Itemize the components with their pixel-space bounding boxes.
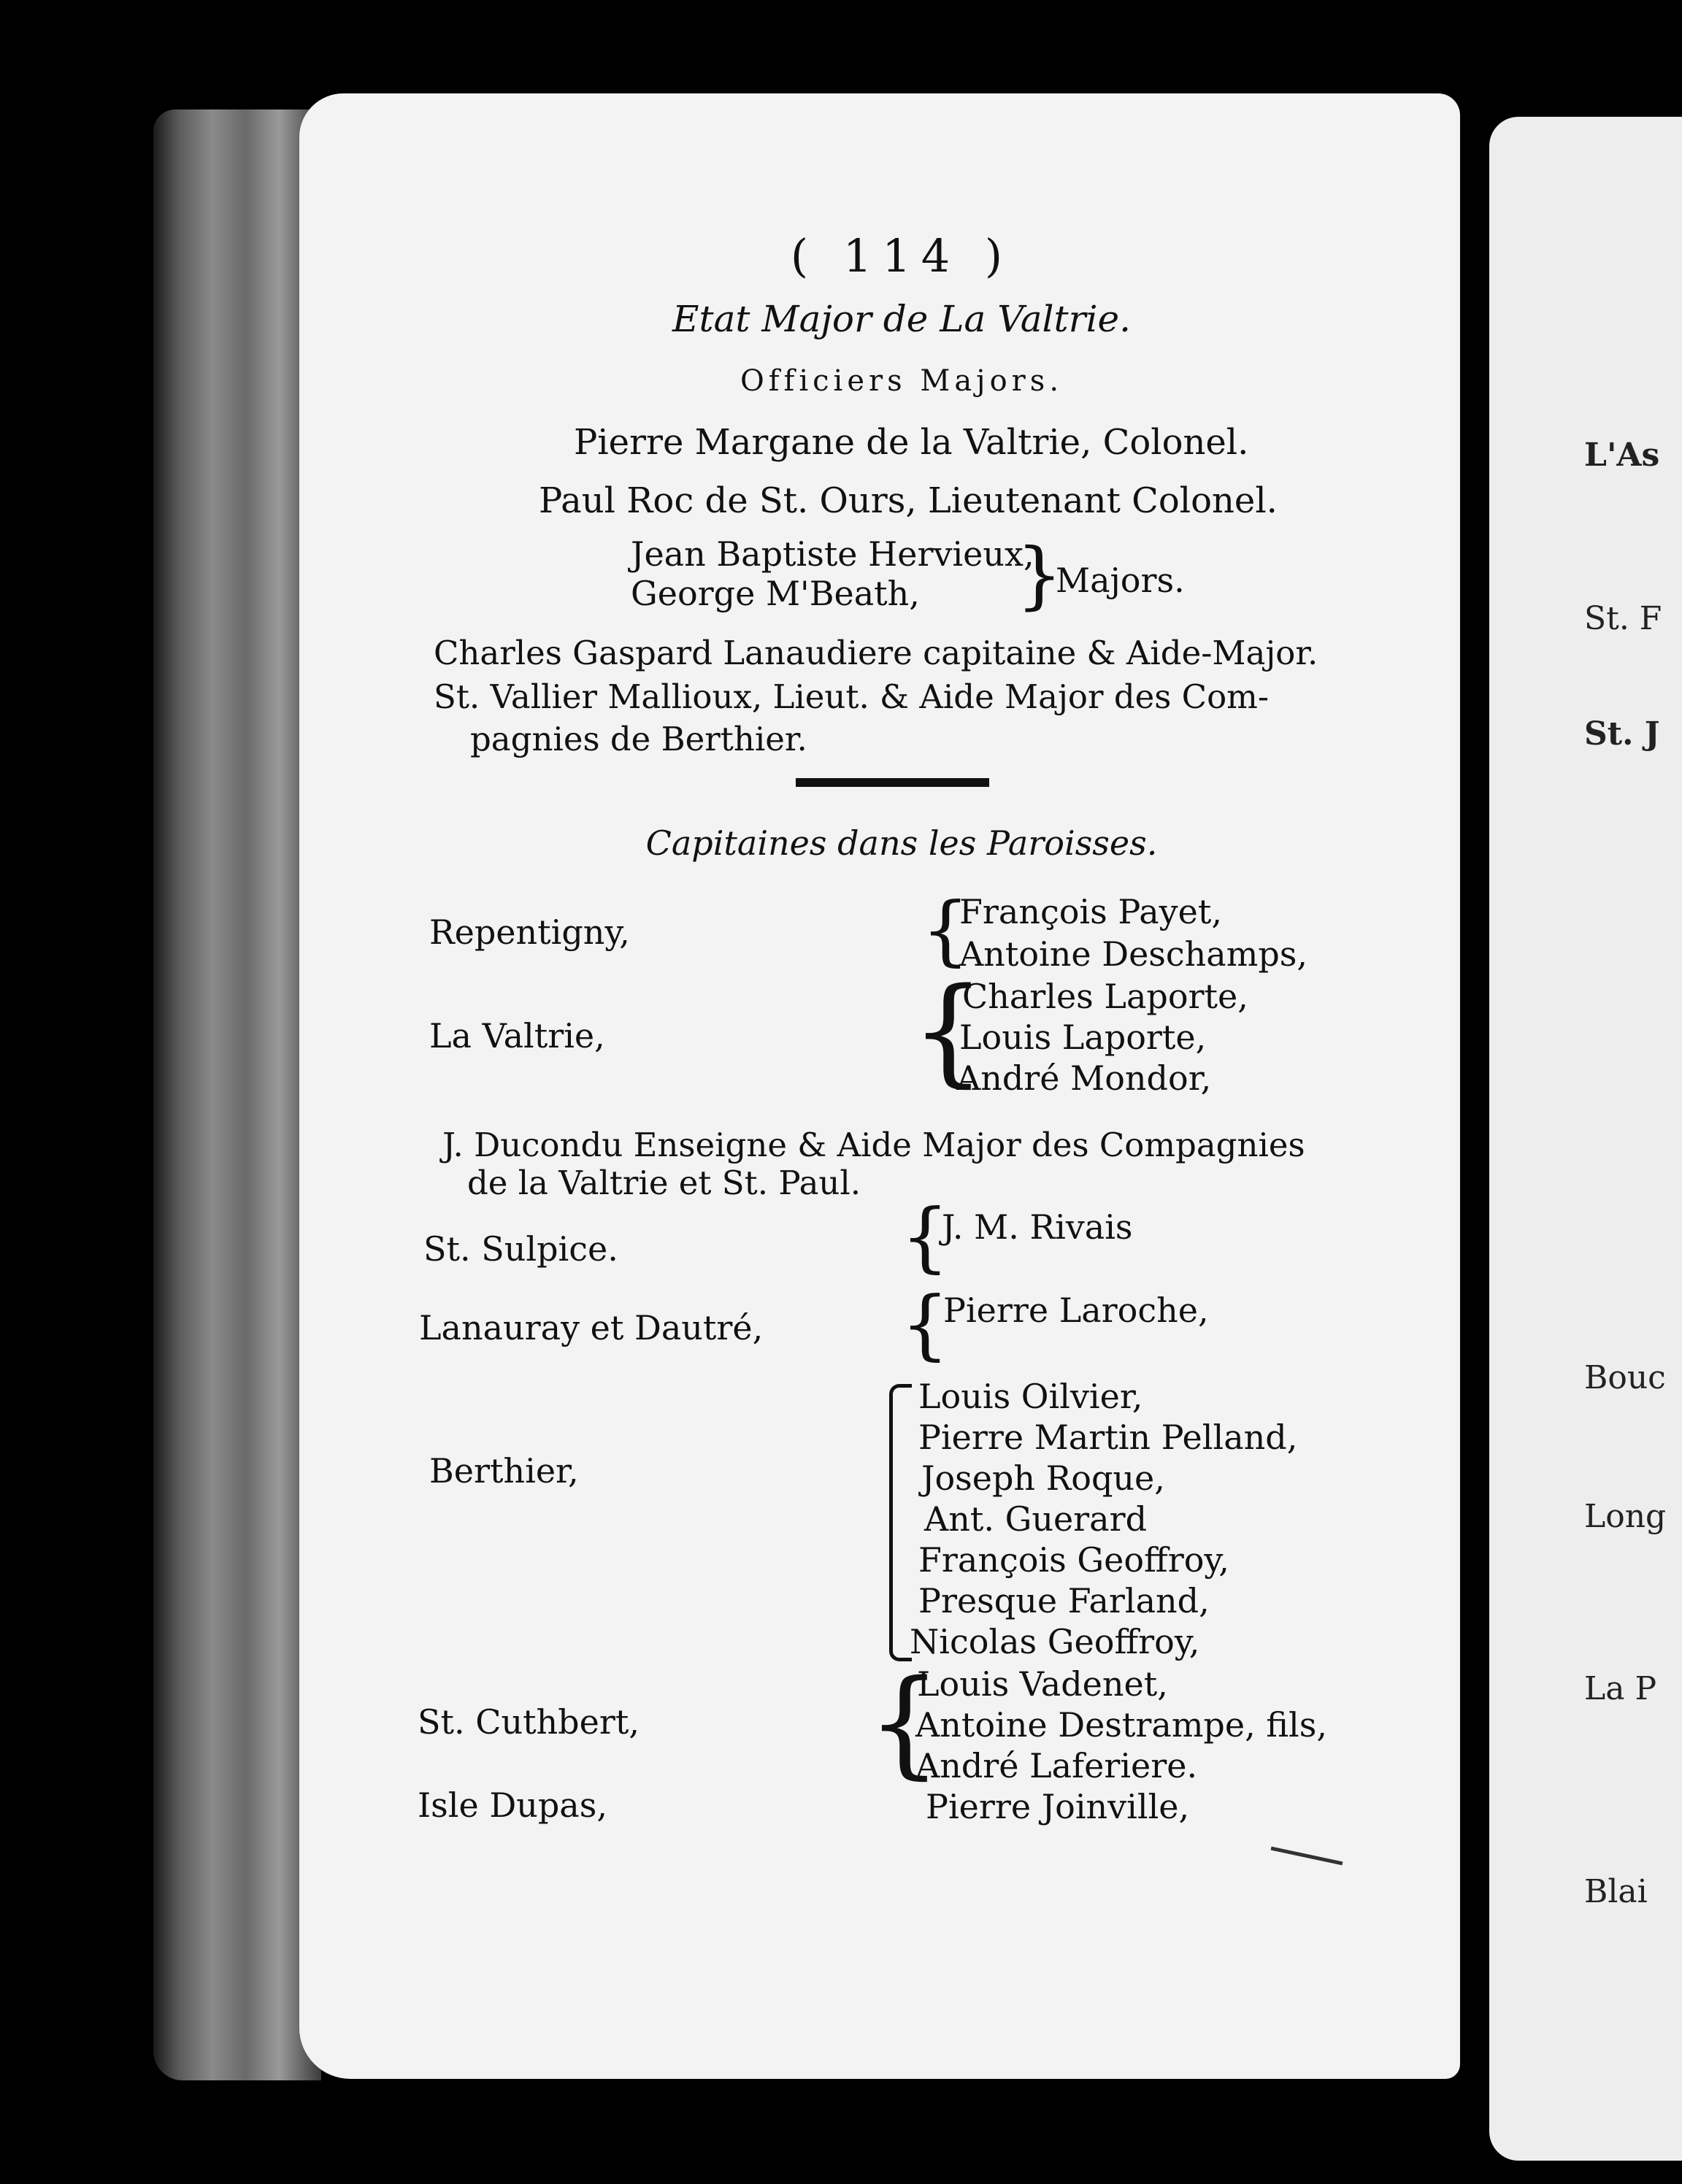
facing-text-6: La P [1584, 1670, 1657, 1707]
majors-label: Majors. [1056, 561, 1185, 600]
captain-name: Ant. Guerard [924, 1499, 1148, 1539]
aide-major-line: Charles Gaspard Lanaudiere capitaine & Aide-Major. [434, 634, 1318, 672]
captain-name: Charles Laporte, [962, 977, 1248, 1016]
brace: { [921, 885, 970, 974]
captain-name: Pierre Martin Pelland, [918, 1418, 1298, 1457]
brace: { [901, 1192, 950, 1281]
aide-major-line: St. Vallier Mallioux, Lieut. & Aide Major des Com- [434, 677, 1270, 716]
book-edge [153, 109, 321, 2080]
captain-name: J. M. Rivais [942, 1207, 1133, 1247]
tall-brace [889, 1384, 912, 1661]
major-name: George M'Beath, [631, 574, 920, 613]
ducondu-note-line: J. Ducondu Enseigne & Aide Major des Compagnies [442, 1126, 1305, 1164]
ducondu-note-line: de la Valtrie et St. Paul. [467, 1164, 861, 1202]
brace: { [867, 1654, 942, 1791]
captain-name: Nicolas Geoffroy, [910, 1622, 1200, 1661]
page-title: Etat Major de La Valtrie. [672, 298, 1131, 340]
facing-page [1489, 117, 1682, 2161]
parish-name: Berthier, [429, 1451, 579, 1491]
parish-name: La Valtrie, [429, 1016, 605, 1056]
brace: } [1016, 532, 1063, 618]
parish-name: St. Cuthbert, [418, 1702, 640, 1742]
captain-name: François Geoffroy, [918, 1540, 1229, 1580]
captain-name: Louis Vadenet, [917, 1664, 1168, 1704]
officers-heading: Officiers Majors. [740, 364, 1064, 398]
facing-text-4: Bouc [1584, 1359, 1666, 1396]
page-number: ( 114 ) [790, 229, 1013, 282]
captain-name: Antoine Destrampe, fils, [915, 1705, 1327, 1745]
officer-line: Pierre Margane de la Valtrie, Colonel. [574, 422, 1249, 463]
captain-name: Joseph Roque, [921, 1458, 1165, 1498]
captain-name: Presque Farland, [918, 1581, 1210, 1620]
facing-text-7: Blai [1584, 1873, 1648, 1910]
captain-name: Louis Oilvier, [918, 1377, 1143, 1416]
captain-name: Louis Laporte, [959, 1018, 1207, 1057]
facing-text-3: St. J [1584, 715, 1660, 753]
facing-text-1: L'As [1584, 437, 1660, 474]
facing-text-2: St. F [1584, 600, 1662, 637]
brace: { [901, 1280, 950, 1369]
parish-name: Lanauray et Dautré, [419, 1308, 764, 1347]
captain-name: André Laferiere. [915, 1746, 1198, 1785]
aide-major-line: pagnies de Berthier. [470, 720, 807, 758]
captain-name: Pierre Joinville, [926, 1787, 1190, 1826]
major-name: Jean Baptiste Hervieux, [631, 534, 1034, 574]
captain-name: François Payet, [959, 892, 1222, 931]
officer-line: Paul Roc de St. Ours, Lieutenant Colonel. [539, 480, 1278, 521]
parish-name: St. Sulpice. [423, 1229, 618, 1269]
brace: { [911, 962, 986, 1099]
captain-name: André Mondor, [956, 1058, 1212, 1098]
captain-name: Pierre Laroche, [943, 1291, 1209, 1330]
parish-name: Isle Dupas, [418, 1785, 607, 1825]
captains-heading: Capitaines dans les Paroisses. [645, 823, 1158, 863]
parish-name: Repentigny, [429, 912, 630, 952]
captain-name: Antoine Deschamps, [959, 934, 1308, 974]
section-divider [796, 778, 989, 787]
facing-text-5: Long [1584, 1498, 1667, 1535]
